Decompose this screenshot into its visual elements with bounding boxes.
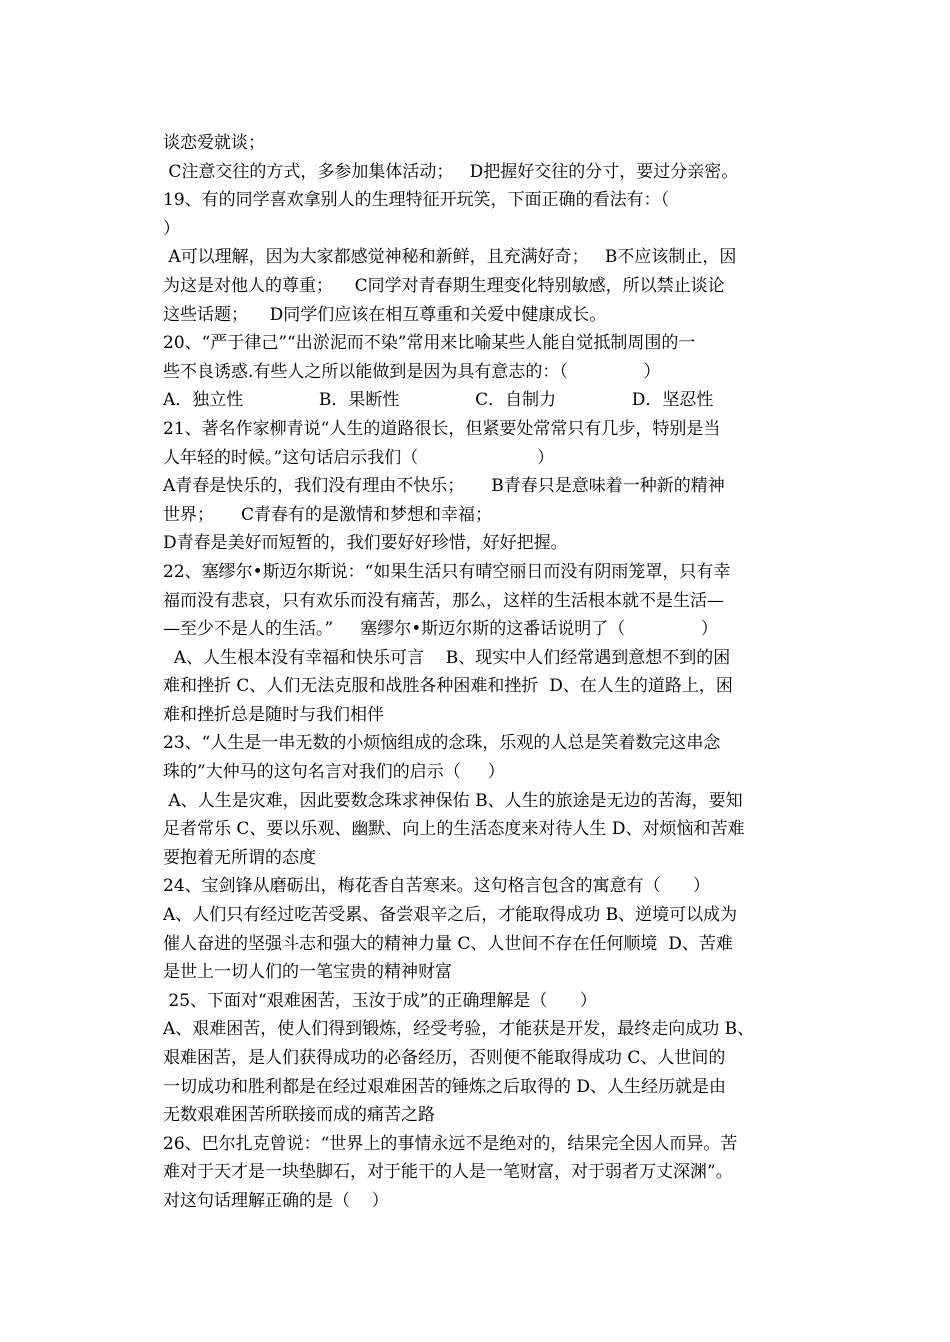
text-line: 福而没有悲哀，只有欢乐而没有痛苦，那么，这样的生活根本就不是生活— (163, 590, 724, 611)
text-line: 难和挫折总是随时与我们相伴 (163, 704, 384, 725)
question-25-stem: 25、下面对“艰难困苦，玉汝于成”的正确理解是（ ） (163, 990, 597, 1011)
question-24-stem: 24、宝剑锋从磨砺出，梅花香自苦寒来。这句格言包含的寓意有（ ） (163, 876, 711, 897)
text-line: 这些话题； D同学们应该在相互尊重和关爱中健康成长。 (163, 304, 607, 325)
document-body (163, 129, 793, 1216)
question-19-options: A可以理解，因为大家都感觉神秘和新鲜，且充满好奇； B不应该制止，因 (163, 247, 737, 268)
text-line: 世界； C青春有的是激情和梦想和幸福； (163, 504, 493, 525)
question-25-options: A、艰难困苦，使人们得到锻炼，经受考验，才能获是开发，最终走向成功 B、 (163, 1019, 755, 1040)
text-line: 艰难困苦，是人们获得成功的必备经历，否则便不能取得成功 C、人世间的 (163, 1048, 726, 1068)
text-line: C注意交往的方式，多参加集体活动； D把握好交往的分寸，要过分亲密。 (163, 161, 739, 182)
text-line: —至少不是人的生活。” 塞缪尔•斯迈尔斯的这番话说明了（ ） (163, 619, 718, 640)
text-line: 要抱着无所谓的态度 (163, 847, 316, 868)
text-line: ） (163, 218, 180, 239)
question-19-stem: 19、有的同学喜欢拿别人的生理特征开玩笑，下面正确的看法有：（ (163, 190, 670, 211)
text-line: 些不良诱惑.有些人之所以能做到是因为具有意志的：（ ） (163, 361, 661, 382)
text-line: 一切成功和胜利都是在经过艰难困苦的锤炼之后取得的 D、人生经历就是由 (163, 1076, 727, 1097)
question-26-stem: 26、巴尔扎克曾说：“世界上的事情永远不是绝对的，结果完全因人而异。苦 (163, 1133, 738, 1154)
text-line: 对这句话理解正确的是（ ） (163, 1190, 389, 1211)
text-line: 足者常乐 C、要以乐观、幽默、向上的生活态度来对待人生 D、对烦恼和苦难 (163, 819, 745, 840)
text-line: 无数艰难困苦所联接而成的痛苦之路 (163, 1105, 435, 1126)
text-line: 难和挫折 C、人们无法克服和战胜各种困难和挫折 D、在人生的道路上，困 (163, 676, 733, 697)
text-line: 人年轻的时候。”这句话启示我们（ ） (163, 447, 555, 468)
text-line: 谈恋爱就谈； (163, 133, 265, 153)
question-22-stem: 22、塞缪尔•斯迈尔斯说：“如果生活只有晴空丽日而没有阴雨笼罩，只有幸 (163, 561, 731, 582)
question-21-stem: 21、著名作家柳青说“人生的道路很长，但紧要处常常只有几步，特别是当 (163, 418, 721, 439)
question-20-stem: 20、“严于律己”“出淤泥而不染”常用来比喻某些人能自觉抵制周围的一 (163, 333, 696, 354)
text-line: 是世上一切人们的一笔宝贵的精神财富 (163, 962, 452, 983)
question-22-options: A、人生根本没有幸福和快乐可言 B、现实中人们经常遇到意想不到的困 (163, 647, 731, 668)
question-23-stem: 23、“人生是一串无数的小烦恼组成的念珠，乐观的人总是笑着数完这串念 (163, 733, 721, 754)
question-24-options: A、人们只有经过吃苦受累、备尝艰辛之后，才能取得成功 B、逆境可以成为 (163, 905, 738, 926)
text-line: 难对于天才是一块垫脚石，对于能干的人是一笔财富，对于弱者万丈深渊”。 (163, 1162, 733, 1183)
text-line: D青春是美好而短暂的，我们要好好珍惜，好好把握。 (163, 533, 568, 554)
question-21-options: A青春是快乐的，我们没有理由不快乐； B青春只是意味着一种新的精神 (163, 476, 725, 497)
text-line: 为这是对他人的尊重； C同学对青春期生理变化特别敏感，所以禁止谈论 (163, 275, 725, 296)
text-line: 珠的”大仲马的这句名言对我们的启示（ ） (163, 762, 505, 783)
question-20-options: A．独立性 B．果断性 C．自制力 D．坚忍性 (163, 390, 714, 411)
question-23-options: A、人生是灾难，因此要数念珠求神保佑 B、人生的旅途是无边的苦海，要知 (163, 790, 743, 811)
text-line: 催人奋进的坚强斗志和强大的精神力量 C、人世间不存在任何顺境 D、苦难 (163, 933, 733, 954)
